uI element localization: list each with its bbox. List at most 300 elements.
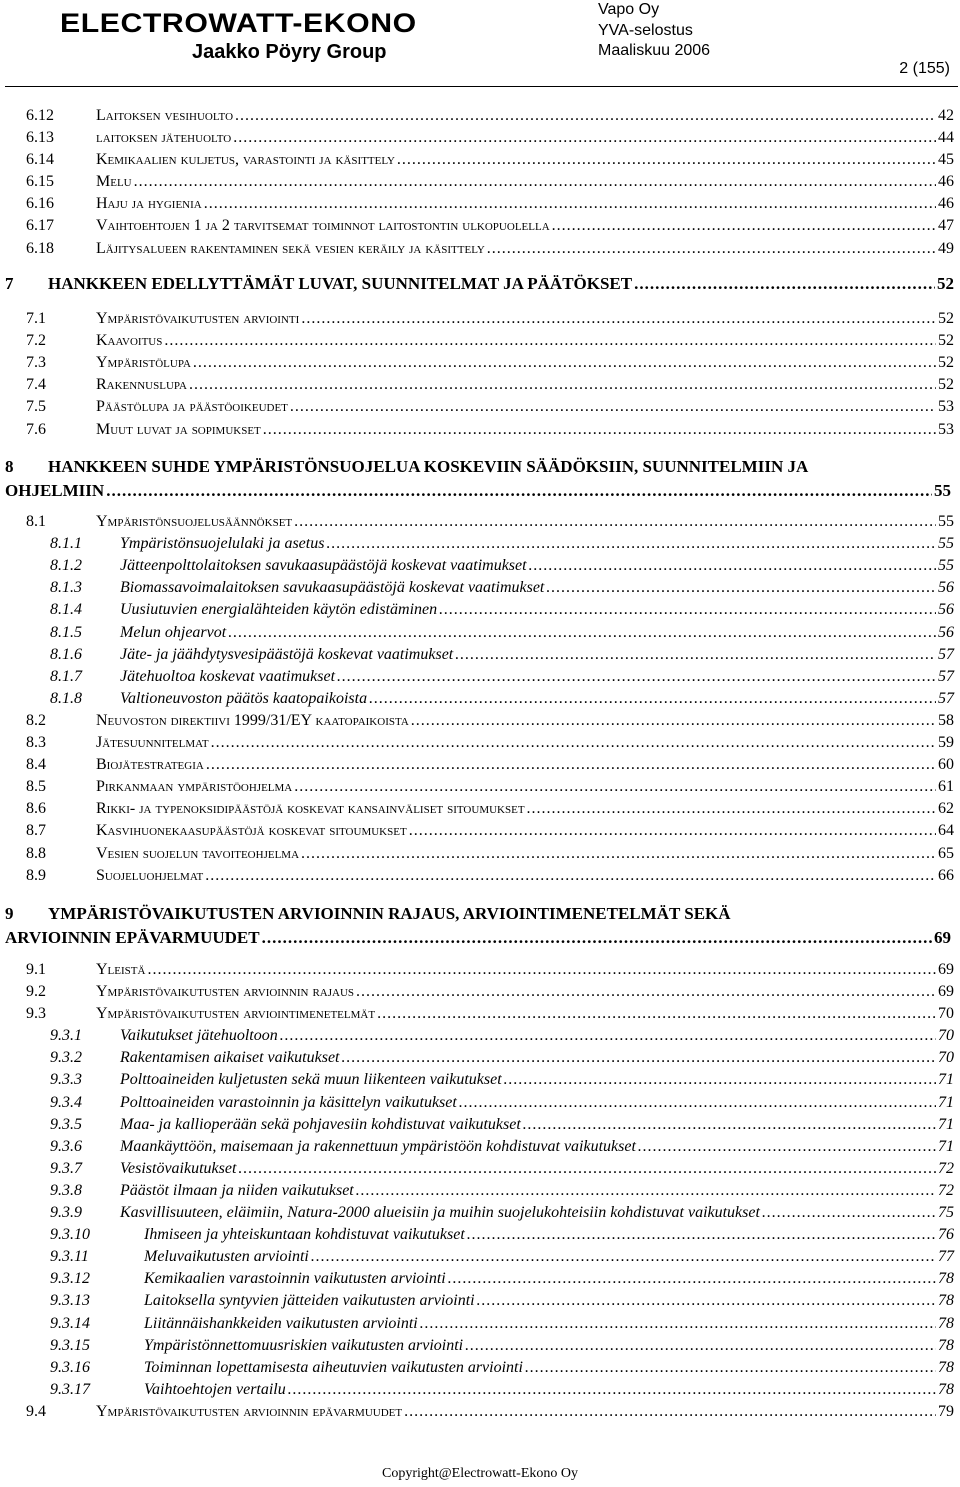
toc-entry[interactable] <box>0 193 960 214</box>
toc-dot-leader <box>204 193 936 214</box>
toc-entry-number: 9.3.5 <box>50 1116 82 1133</box>
toc-entry-number: 8.1 <box>26 513 46 530</box>
toc-entry-title: Ympäristövaikutusten arvioinnin rajaus <box>96 983 355 1000</box>
toc-dot-leader <box>504 1069 936 1090</box>
toc-dot-leader <box>235 105 936 126</box>
header-company: Vapo Oy <box>598 1 660 18</box>
toc-dot-leader <box>311 1246 936 1267</box>
toc-entry-page: 71 <box>938 1116 954 1133</box>
toc-dot-leader <box>238 1158 936 1179</box>
toc-entry-page: 59 <box>938 734 954 751</box>
toc-entry-line <box>96 149 954 170</box>
toc-entry-number: 9.3.16 <box>50 1359 90 1376</box>
toc-entry-line <box>120 1047 954 1068</box>
toc-entry-page: 46 <box>938 173 954 190</box>
toc-entry-page: 57 <box>938 646 954 663</box>
toc-entry-title: Kasvihuonekaasupäästöjä koskevat sitoumukset <box>96 822 407 839</box>
toc-entry-title: Jätehuoltoa koskevat vaatimukset <box>120 668 336 685</box>
toc-entry-title: Kasvillisuuteen, eläimiin, Natura-2000 alueisiin ja muihin suojelukohteisiin kohdistuvat vaikutukset <box>120 1204 760 1221</box>
toc-entry-title: Jätesuunnitelmat <box>96 734 209 751</box>
toc-entry[interactable] <box>0 511 960 532</box>
toc-entry-title: HANKKEEN EDELLYTTÄMÄT LUVAT, SUUNNITELMAT JA PÄÄTÖKSET <box>48 274 633 293</box>
toc-entry-page: 58 <box>938 712 954 729</box>
toc-dot-leader <box>290 396 936 417</box>
toc-entry-title: Ympäristönsuojelusäännökset <box>96 513 293 530</box>
toc-entry-line <box>96 865 954 886</box>
toc-entry-line <box>96 215 954 236</box>
toc-entry-title: Melu <box>96 173 132 190</box>
toc-entry-number: 9.3.2 <box>50 1049 82 1066</box>
toc-entry[interactable] <box>0 105 960 126</box>
toc-entry-number: 9.3.3 <box>50 1071 82 1088</box>
toc-entry-title: Valtioneuvoston päätös kaatopaikoista <box>120 690 368 707</box>
toc-entry-title: Suojeluohjelmat <box>96 867 204 884</box>
toc-entry[interactable] <box>0 330 960 351</box>
toc-entry-number: 9.3.6 <box>50 1138 82 1155</box>
toc-entry-number: 9.3.14 <box>50 1315 90 1332</box>
toc-entry[interactable] <box>0 577 960 598</box>
toc-entry-page: 78 <box>938 1337 954 1354</box>
toc-entry-title: Läjitysalueen rakentaminen sekä vesien keräily ja käsittely <box>96 240 485 257</box>
toc-entry-line <box>96 127 954 148</box>
toc-chapter-page: 69 <box>934 928 951 947</box>
toc-entry-page: 42 <box>938 107 954 124</box>
toc-entry-number: 8.1.1 <box>50 535 82 552</box>
toc-dot-leader <box>411 710 936 731</box>
toc-entry-title: Päästöt ilmaan ja niiden vaikutukset <box>120 1182 354 1199</box>
toc-entry-page: 46 <box>938 195 954 212</box>
toc-entry-line <box>144 1335 954 1356</box>
toc-entry-number: 9.3.7 <box>50 1160 82 1177</box>
toc-dot-leader <box>525 1357 936 1378</box>
toc-entry[interactable] <box>0 599 960 620</box>
toc-dot-leader <box>527 798 936 819</box>
toc-entry-page: 79 <box>938 1403 954 1420</box>
toc-entry-page: 52 <box>938 332 954 349</box>
toc-entry-page: 70 <box>938 1027 954 1044</box>
toc-dot-leader <box>634 273 935 295</box>
toc-chapter[interactable] <box>5 455 955 503</box>
toc-entry[interactable] <box>0 1313 960 1334</box>
toc-entry[interactable] <box>0 127 960 148</box>
toc-entry-title: Kemikaalien kuljetus, varastointi ja käsittely <box>96 151 395 168</box>
toc-chapter-line1 <box>5 455 955 479</box>
toc-entry-page: 53 <box>938 398 954 415</box>
toc-entry-title: Ympäristövaikutusten arviointi <box>96 310 300 327</box>
toc-dot-leader <box>206 754 936 775</box>
toc-dot-leader <box>638 1136 936 1157</box>
toc-entry-title: Rakentamisen aikaiset vaikutukset <box>120 1049 340 1066</box>
toc-dot-leader <box>465 1335 936 1356</box>
toc-entry[interactable] <box>0 1180 960 1201</box>
toc-entry-line <box>120 599 954 620</box>
toc-dot-leader <box>288 1379 936 1400</box>
toc-entry-line <box>96 959 954 980</box>
toc-entry-page: 52 <box>938 376 954 393</box>
toc-entry-line <box>96 511 954 532</box>
toc-entry-title: Neuvoston direktiivi 1999/31/EY kaatopaikoista <box>96 712 409 729</box>
toc-entry[interactable] <box>0 1357 960 1378</box>
toc-entry[interactable] <box>0 374 960 395</box>
toc-chapter-title-cont: OHJELMIIN <box>5 481 105 500</box>
toc-dot-leader <box>455 644 936 665</box>
toc-entry-number: 8.2 <box>26 712 46 729</box>
toc-entry[interactable] <box>0 1290 960 1311</box>
toc-entry-page: 65 <box>938 845 954 862</box>
toc-dot-leader <box>356 981 936 1002</box>
toc-entry-title: Ympäristövaikutusten arviointimenetelmät <box>96 1005 376 1022</box>
toc-entry-page: 71 <box>938 1094 954 1111</box>
toc-entry-line <box>120 666 954 687</box>
toc-dot-leader <box>301 843 936 864</box>
toc-entry-title: Rikki- ja typenoksidipäästöjä koskevat kansainväliset sitoumukset <box>96 800 525 817</box>
toc-entry[interactable] <box>0 533 960 554</box>
toc-entry-number: 6.16 <box>26 195 54 212</box>
toc-entry-line <box>144 1246 954 1267</box>
toc-entry-page: 78 <box>938 1381 954 1398</box>
toc-entry-number: 7.5 <box>26 398 46 415</box>
toc-entry-title: Jätteenpolttolaitoksen savukaasupäästöjä koskevat vaatimukset <box>120 557 527 574</box>
toc-entry-title: Melun ohjearvot <box>120 624 227 641</box>
toc-entry-page: 45 <box>938 151 954 168</box>
toc-entry-title: Päästölupa ja päästöoikeudet <box>96 398 288 415</box>
toc-entry-title: Rakennuslupa <box>96 376 187 393</box>
toc-dot-leader <box>205 865 936 886</box>
toc-entry-line <box>96 754 954 775</box>
header-divider <box>5 86 958 87</box>
toc-entry-line <box>96 308 954 329</box>
toc-entry-page: 56 <box>938 601 954 618</box>
toc-chapter-line1 <box>5 902 955 926</box>
page-header <box>0 0 960 90</box>
toc-entry-page: 72 <box>938 1160 954 1177</box>
toc-dot-leader <box>356 1180 936 1201</box>
toc-entry-line <box>120 644 954 665</box>
toc-dot-leader <box>529 555 936 576</box>
toc-entry-page: 55 <box>938 513 954 530</box>
toc-chapter-number: 9 <box>5 904 14 923</box>
toc-dot-leader <box>294 511 936 532</box>
toc-entry-line <box>144 1379 954 1400</box>
toc-entry[interactable] <box>0 666 960 687</box>
toc-entry[interactable] <box>0 1047 960 1068</box>
toc-entry-page: 56 <box>938 624 954 641</box>
toc-entry-page: 52 <box>938 354 954 371</box>
toc-entry[interactable] <box>0 798 960 819</box>
toc-dot-leader <box>341 1047 936 1068</box>
toc-entry-title: laitoksen jätehuolto <box>96 129 232 146</box>
toc-dot-leader <box>552 215 936 236</box>
toc-entry-title: Yleistä <box>96 961 146 978</box>
toc-entry-page: 55 <box>938 535 954 552</box>
toc-entry-title: Liitännäishankkeiden vaikutusten arviointi <box>144 1315 418 1332</box>
toc-dot-leader <box>467 1224 936 1245</box>
toc-chapter-title: YMPÄRISTÖVAIKUTUSTEN ARVIOINNIN RAJAUS, ARVIOINTIMENETELMÄT SEKÄ <box>48 904 731 923</box>
toc-chapter-title-cont: ARVIOINNIN EPÄVARMUUDET <box>5 928 260 947</box>
toc-dot-leader <box>397 149 936 170</box>
toc-entry[interactable] <box>0 1246 960 1267</box>
toc-entry[interactable] <box>0 308 960 329</box>
toc-dot-leader <box>762 1202 936 1223</box>
toc-entry-title: Meluvaikutusten arviointi <box>144 1248 309 1265</box>
toc-entry[interactable] <box>0 776 960 797</box>
toc-entry-title: Biojätestrategia <box>96 756 204 773</box>
toc-dot-leader <box>189 374 936 395</box>
toc-entry[interactable] <box>0 1003 960 1024</box>
toc-entry-number: 8.5 <box>26 778 46 795</box>
toc-entry-number: 9.2 <box>26 983 46 1000</box>
toc-entry-number: 9.3.9 <box>50 1204 82 1221</box>
toc-dot-leader <box>523 1114 936 1135</box>
toc-entry-number: 8.7 <box>26 822 46 839</box>
company-logo <box>60 8 417 64</box>
toc-entry-title: Vesistövaikutukset <box>120 1160 237 1177</box>
toc-entry-line <box>96 798 954 819</box>
toc-entry-line <box>96 419 954 440</box>
toc-entry[interactable] <box>0 622 960 643</box>
toc-dot-leader <box>262 926 932 950</box>
toc-entry-number: 9.3.10 <box>50 1226 90 1243</box>
toc-dot-leader <box>233 127 936 148</box>
toc-entry-line <box>96 981 954 1002</box>
toc-entry-page: 55 <box>938 557 954 574</box>
toc-entry-line <box>96 396 954 417</box>
toc-entry[interactable] <box>0 1268 960 1289</box>
toc-entry[interactable] <box>0 273 960 295</box>
toc-entry-page: 66 <box>938 867 954 884</box>
toc-entry[interactable] <box>0 1379 960 1400</box>
toc-entry-page: 52 <box>937 274 954 293</box>
toc-entry-page: 60 <box>938 756 954 773</box>
logo-subtitle: Jaakko Pöyry Group <box>192 41 387 63</box>
toc-entry[interactable] <box>0 959 960 980</box>
toc-entry[interactable] <box>0 1335 960 1356</box>
toc-entry-title: Laitoksella syntyvien jätteiden vaikutusten arviointi <box>144 1292 475 1309</box>
toc-entry-line <box>48 273 954 295</box>
toc-entry-title: Ympäristövaikutusten arvioinnin epävarmuudet <box>96 1403 403 1420</box>
toc-entry-line <box>144 1313 954 1334</box>
toc-entry-number: 8.1.5 <box>50 624 82 641</box>
toc-dot-leader <box>448 1268 936 1289</box>
toc-entry[interactable] <box>0 238 960 259</box>
toc-entry-number: 9.1 <box>26 961 46 978</box>
toc-chapter-page: 55 <box>934 481 951 500</box>
toc-entry-page: 78 <box>938 1292 954 1309</box>
toc-dot-leader <box>369 688 936 709</box>
toc-entry-page: 69 <box>938 961 954 978</box>
toc-entry-page: 52 <box>938 310 954 327</box>
toc-entry-number: 8.1.2 <box>50 557 82 574</box>
toc-entry-line <box>120 555 954 576</box>
toc-dot-leader <box>211 732 936 753</box>
toc-entry[interactable] <box>0 1401 960 1422</box>
toc-dot-leader <box>487 238 936 259</box>
toc-entry-title: Vaihtoehtojen 1 ja 2 tarvitsemat toiminnot laitostontin ulkopuolella <box>96 217 550 234</box>
logo-wordmark: ELECTROWATT-EKONO <box>60 8 417 38</box>
toc-entry-page: 62 <box>938 800 954 817</box>
toc-entry-line <box>144 1268 954 1289</box>
toc-entry-number: 6.18 <box>26 240 54 257</box>
toc-entry-title: Laitoksen vesihuolto <box>96 107 234 124</box>
toc-entry-line <box>96 1401 954 1422</box>
toc-entry-number: 7 <box>5 274 14 293</box>
toc-entry-page: 53 <box>938 421 954 438</box>
toc-entry[interactable] <box>0 419 960 440</box>
toc-entry-page: 69 <box>938 983 954 1000</box>
toc-entry[interactable] <box>0 644 960 665</box>
toc-entry-line <box>144 1224 954 1245</box>
header-info <box>598 0 710 62</box>
toc-entry-title: Ympäristönsuojelulaki ja asetus <box>120 535 325 552</box>
toc-entry-number: 8.1.6 <box>50 646 82 663</box>
toc-chapter-title: HANKKEEN SUHDE YMPÄRISTÖNSUOJELUA KOSKEVIIN SÄÄDÖKSIIN, SUUNNITELMIIN JA <box>48 457 809 476</box>
toc-dot-leader <box>439 599 936 620</box>
toc-entry[interactable] <box>0 352 960 373</box>
toc-entry-page: 71 <box>938 1138 954 1155</box>
toc-entry-line <box>96 238 954 259</box>
toc-entry-number: 9.3.4 <box>50 1094 82 1111</box>
toc-entry[interactable] <box>0 1224 960 1245</box>
toc-entry-page: 64 <box>938 822 954 839</box>
toc-entry-page: 57 <box>938 690 954 707</box>
toc-entry[interactable] <box>0 171 960 192</box>
toc-dot-leader <box>193 352 936 373</box>
toc-entry-line <box>96 710 954 731</box>
toc-entry[interactable] <box>0 1114 960 1135</box>
toc-entry-line <box>96 843 954 864</box>
toc-entry-number: 6.17 <box>26 217 54 234</box>
toc-entry-line <box>120 688 954 709</box>
toc-entry-line <box>120 577 954 598</box>
toc-entry[interactable] <box>0 396 960 417</box>
toc-entry-number: 8.6 <box>26 800 46 817</box>
toc-dot-leader <box>404 1401 936 1422</box>
toc-entry[interactable] <box>0 732 960 753</box>
toc-entry-title: Vaikutukset jätehuoltoon <box>120 1027 278 1044</box>
toc-entry-line <box>96 193 954 214</box>
toc-entry-title: Vesien suojelun tavoiteohjelma <box>96 845 300 862</box>
toc-entry-line <box>120 1202 954 1223</box>
toc-entry-line <box>120 1114 954 1135</box>
toc-dot-leader <box>459 1092 936 1113</box>
toc-dot-leader <box>337 666 936 687</box>
toc-entry[interactable] <box>0 981 960 1002</box>
toc-entry[interactable] <box>0 754 960 775</box>
toc-entry-title: Polttoaineiden varastoinnin ja käsittelyn vaikutukset <box>120 1094 457 1111</box>
toc-entry-title: Ympäristölupa <box>96 354 191 371</box>
toc-entry-title: Maankäyttöön, maisemaan ja rakennettuun ympäristöön kohdistuvat vaikutukset <box>120 1138 636 1155</box>
toc-entry[interactable] <box>0 1069 960 1090</box>
toc-entry-page: 71 <box>938 1071 954 1088</box>
toc-chapter-number: 8 <box>5 457 14 476</box>
toc-entry[interactable] <box>0 555 960 576</box>
toc-entry[interactable] <box>0 1136 960 1157</box>
toc-entry-number: 9.3.13 <box>50 1292 90 1309</box>
toc-entry-title: Kaavoitus <box>96 332 163 349</box>
toc-entry-title: Pirkanmaan ympäristöohjelma <box>96 778 293 795</box>
toc-entry[interactable] <box>0 1025 960 1046</box>
toc-entry-page: 75 <box>938 1204 954 1221</box>
toc-dot-leader <box>409 820 936 841</box>
toc-entry-line <box>96 171 954 192</box>
toc-entry-number: 9.3.1 <box>50 1027 82 1044</box>
toc-entry-line <box>144 1357 954 1378</box>
toc-dot-leader <box>280 1025 936 1046</box>
toc-dot-leader <box>228 622 936 643</box>
toc-entry-line <box>96 776 954 797</box>
toc-entry-number: 9.3.8 <box>50 1182 82 1199</box>
toc-chapter-line2 <box>5 479 951 503</box>
toc-entry-page: 61 <box>938 778 954 795</box>
toc-entry-page: 44 <box>938 129 954 146</box>
toc-entry-number: 7.4 <box>26 376 46 393</box>
toc-dot-leader <box>377 1003 936 1024</box>
toc-entry[interactable] <box>0 149 960 170</box>
toc-entry-number: 8.3 <box>26 734 46 751</box>
toc-entry[interactable] <box>0 1158 960 1179</box>
toc-entry-page: 72 <box>938 1182 954 1199</box>
toc-entry-line <box>144 1290 954 1311</box>
toc-entry-number: 9.3.11 <box>50 1248 89 1265</box>
toc-entry-line <box>120 622 954 643</box>
toc-entry-title: Vaihtoehtojen vertailu <box>144 1381 286 1398</box>
toc-entry-line <box>120 1069 954 1090</box>
toc-entry-number: 9.3.12 <box>50 1270 90 1287</box>
header-date: Maaliskuu 2006 <box>598 42 711 59</box>
toc-entry-title: Ympäristönnettomuusriskien vaikutusten arviointi <box>144 1337 464 1354</box>
toc-entry[interactable] <box>0 843 960 864</box>
toc-entry[interactable] <box>0 710 960 731</box>
toc-entry-title: Jäte- ja jäähdytysvesipäästöjä koskevat vaatimukset <box>120 646 454 663</box>
toc-entry-page: 57 <box>938 668 954 685</box>
toc-entry-number: 6.12 <box>26 107 54 124</box>
toc-entry-number: 7.2 <box>26 332 46 349</box>
toc-entry[interactable] <box>0 215 960 236</box>
toc-entry-number: 8.1.4 <box>50 601 82 618</box>
toc-entry-line <box>96 732 954 753</box>
toc-entry-page: 78 <box>938 1315 954 1332</box>
toc-entry[interactable] <box>0 1092 960 1113</box>
toc-chapter[interactable] <box>5 902 955 950</box>
toc-entry-number: 8.1.8 <box>50 690 82 707</box>
toc-entry[interactable] <box>0 688 960 709</box>
toc-entry-number: 7.3 <box>26 354 46 371</box>
toc-entry-number: 8.4 <box>26 756 46 773</box>
toc-entry-number: 8.9 <box>26 867 46 884</box>
toc-entry-number: 8.8 <box>26 845 46 862</box>
toc-dot-leader <box>301 308 936 329</box>
toc-entry[interactable] <box>0 865 960 886</box>
toc-entry-title: Maa- ja kallioperään sekä pohjavesiin kohdistuvat vaikutukset <box>120 1116 521 1133</box>
toc-chapter-line2 <box>5 926 951 950</box>
toc-entry-title: Toiminnan lopettamisesta aiheutuvien vaikutusten arviointi <box>144 1359 523 1376</box>
toc-entry[interactable] <box>0 820 960 841</box>
toc-dot-leader <box>164 330 936 351</box>
header-doc-type: YVA-selostus <box>598 21 693 39</box>
toc-entry-line <box>96 820 954 841</box>
toc-entry-number: 9.3.17 <box>50 1381 90 1398</box>
toc-entry-number: 8.1.3 <box>50 579 82 596</box>
page-number: 2 (155) <box>899 60 950 77</box>
toc-entry-number: 8.1.7 <box>50 668 82 685</box>
toc-dot-leader <box>106 479 932 503</box>
toc-entry[interactable] <box>0 1202 960 1223</box>
toc-entry-number: 9.3.15 <box>50 1337 90 1354</box>
toc-entry-number: 9.3 <box>26 1005 46 1022</box>
toc-entry-line <box>120 1025 954 1046</box>
toc-entry-line <box>96 1003 954 1024</box>
toc-dot-leader <box>263 419 936 440</box>
